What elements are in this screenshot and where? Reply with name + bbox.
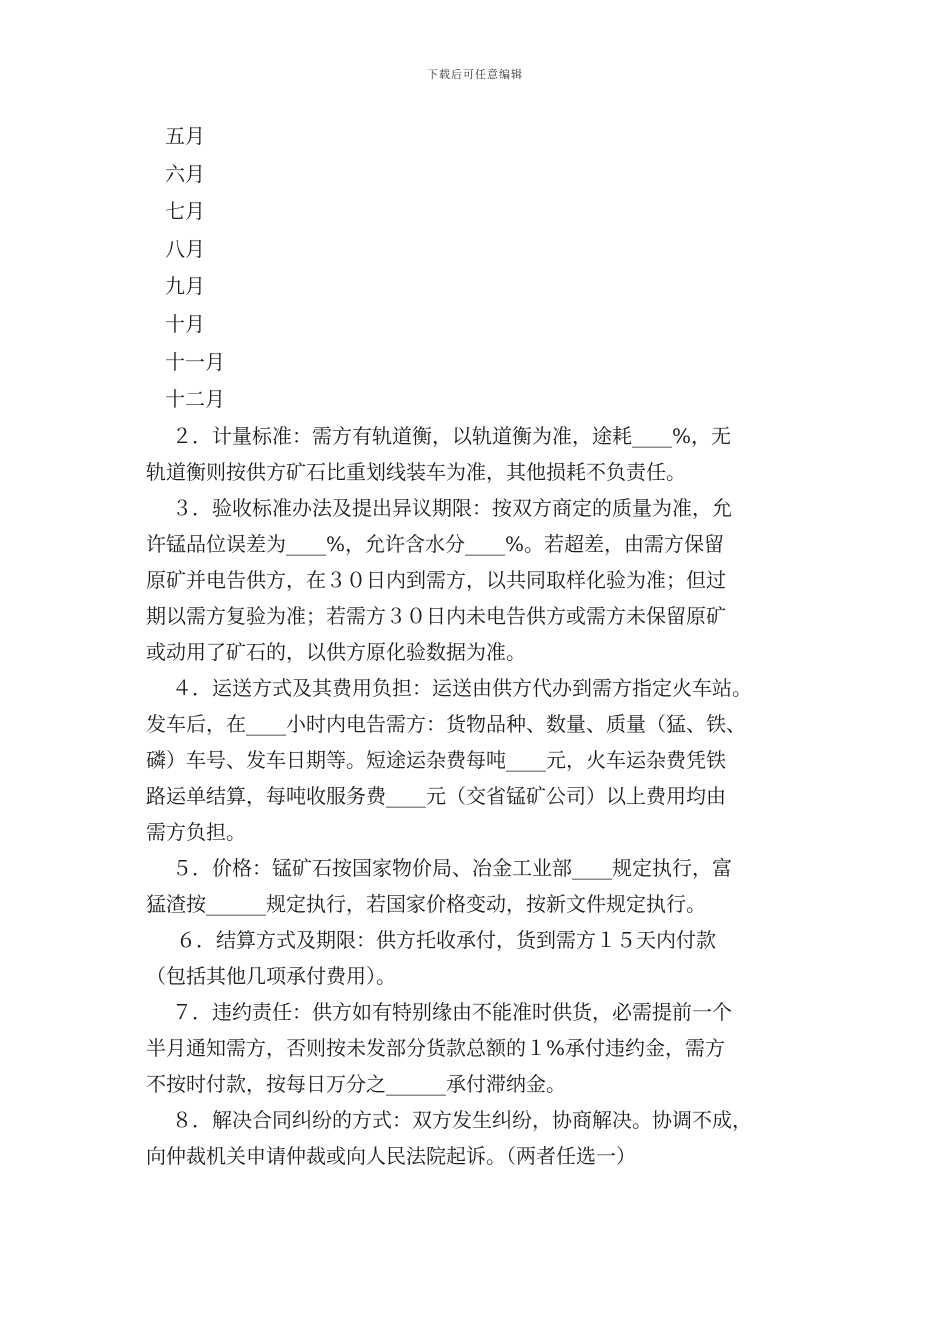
clause-line: （包括其他几项承付费用）。	[146, 964, 396, 988]
clause-line: ６．结算方式及期限：供方托收承付，货到需方１５天内付款	[176, 928, 716, 952]
clause-8-disputes	[146, 1102, 836, 1174]
month-item: 九月	[165, 274, 205, 299]
clause-line: 期以需方复验为准；若需方３０日内未电告供方或需方未保留原矿	[146, 604, 726, 628]
clause-line: 许锰品位误差为____%，允许含水分____%。若超差，由需方保留	[146, 532, 725, 556]
clause-line: 猛渣按______规定执行，若国家价格变动，按新文件规定执行。	[146, 892, 706, 916]
month-item: 七月	[165, 199, 205, 224]
month-list	[165, 118, 225, 419]
clause-line: 半月通知需方，否则按未发部分货款总额的１%承付违约金，需方	[146, 1036, 726, 1060]
clause-line: ４．运送方式及其费用负担：运送由供方代办到需方指定火车站。	[172, 676, 752, 700]
clause-line: ８．解决合同纠纷的方式：双方发生纠纷，协商解决。协调不成，	[172, 1108, 752, 1132]
clause-7-liability	[146, 994, 836, 1102]
clause-line: 发车后，在____小时内电告需方：货物品种、数量、质量（猛、铁、	[146, 712, 746, 736]
month-item: 十月	[165, 311, 205, 336]
page-header: 下载后可任意编辑	[427, 68, 523, 81]
month-item: 十二月	[165, 387, 225, 412]
clause-line: 磷）车号、发车日期等。短途运杂费每吨____元，火车运杂费凭铁	[146, 748, 726, 772]
clause-line: ３．验收标准办法及提出异议期限：按双方商定的质量为准，允	[172, 496, 732, 520]
clause-line: 需方负担。	[146, 820, 246, 844]
month-item: 六月	[165, 161, 205, 186]
clause-6-settlement	[146, 922, 836, 994]
clause-line: 不按时付款，按每日万分之______承付滞纳金。	[146, 1072, 566, 1096]
clause-3-acceptance	[146, 490, 836, 670]
month-item: 五月	[165, 124, 205, 148]
clause-line: ５．价格：锰矿石按国家物价局、冶金工业部____规定执行，富	[172, 856, 732, 880]
clause-line: ７．违约责任：供方如有特别缘由不能准时供货，必需提前一个	[172, 1000, 732, 1024]
month-item: 八月	[165, 236, 205, 261]
clause-line: ２．计量标准：需方有轨道衡，以轨道衡为准，途耗____%，无	[172, 424, 732, 448]
month-item: 十一月	[165, 349, 225, 374]
clause-2-measurement	[146, 418, 836, 490]
clause-line: 路运单结算，每吨收服务费____元（交省锰矿公司）以上费用均由	[146, 784, 726, 808]
clause-4-transport	[146, 670, 836, 850]
contract-clauses	[146, 418, 836, 1174]
clause-line: 原矿并电告供方，在３０日内到需方，以共同取样化验为准；但过	[146, 568, 726, 592]
clause-line: 或动用了矿石的，以供方原化验数据为准。	[146, 640, 526, 664]
clause-line: 向仲裁机关申请仲裁或向人民法院起诉。（两者任选一）	[146, 1144, 636, 1168]
clause-line: 轨道衡则按供方矿石比重划线装车为准，其他损耗不负责任。	[146, 460, 686, 484]
clause-5-price	[146, 850, 836, 922]
